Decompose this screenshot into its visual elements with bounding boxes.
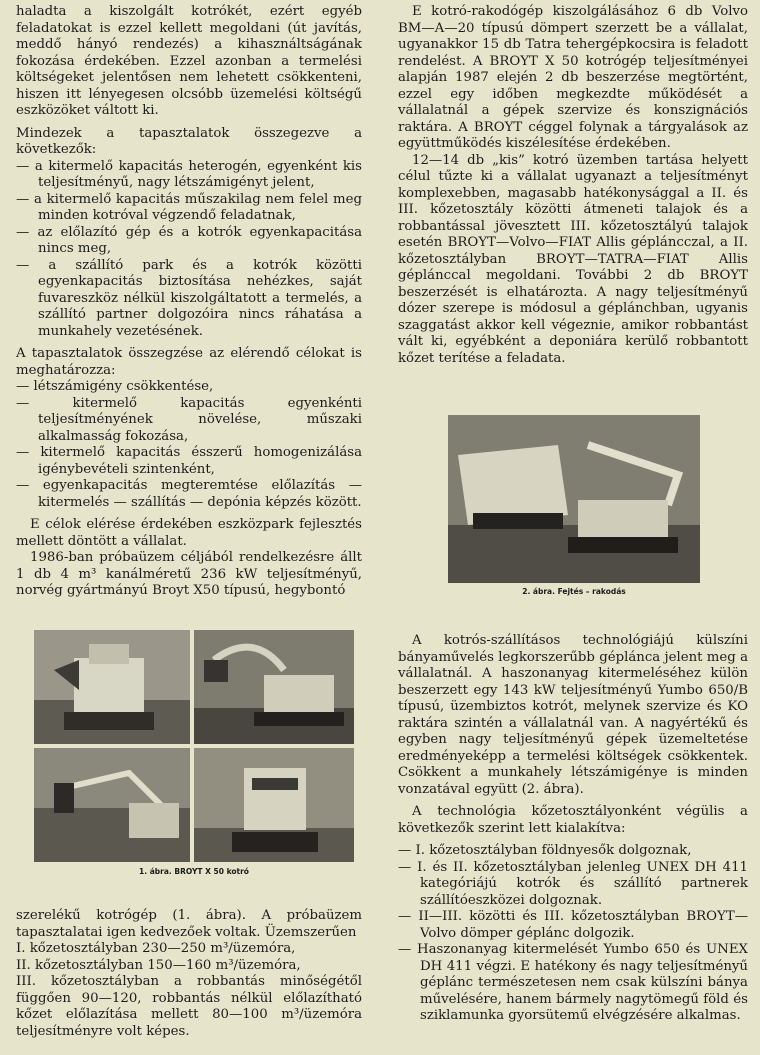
list-item: — a kitermelő kapacitás műszakilag nem felel meg minden kotróval végzendő feladatnak,	[16, 191, 362, 223]
list-item: — II—III. közötti és III. kőzetosztályban BROYT—Volvo dömper géplánc dolgozik.	[398, 909, 748, 941]
left-column	[16, 4, 362, 600]
photo-excavation-loading	[448, 415, 700, 583]
photo-broyt-side	[194, 630, 354, 744]
list-item: — kitermelő kapacitás egyenkénti teljesítményének növelése, műszaki alkalmasság fokozása,	[16, 395, 362, 444]
list-item: — létszámigény csökkentése,	[16, 379, 214, 394]
figure-2-caption: 2. ábra. Fejtés – rakodás	[522, 587, 626, 596]
paragraph: A technológia kőzetosztályonként végülis a következők szerint lett kialakítva:	[398, 804, 748, 836]
line: II. kőzetosztályban 150—160 m³/üzemóra,	[16, 957, 301, 973]
photo-broyt-boom	[34, 748, 190, 862]
paragraph: E célok elérése érdekében eszközpark fejlesztés mellett döntött a vállalat.	[16, 517, 362, 549]
list-item: — az előlazító gép és a kotrók egyenkapacitása nincs meg,	[16, 224, 362, 256]
paragraph: 12—14 db „kis” kotró üzemben tartása helyett célul tűzte ki a vállalat ugyanazt a teljesítményt komplexebben, magasabb hatékonysággal a II. és III. kőzetosztály közötti átmeneti talajok és a robbantással jövesztett III. kőzetosztályú talajok esetén BROYT—Volvo—FIAT Allis gépláncczal, a II. kőzetosztályban BROYT—TATRA—FIAT Allis géplánccal megoldani. További 2 db BROYT beszerzését is elhatározta. A nagy teljesítményű dózer szerepe is módosul a géplánchban, ugyanis szaggatást akkor kell végeznie, amikor robbantást vált ki, egyébként a deponiára kerülő robbantott kőzet terítése a feladata.	[398, 152, 748, 366]
paragraph: III. kőzetosztályban a robbantás minőségétől függően 90—120, robbantás nélkül előlazítható kőzet előlazítása mellett 80—100 m³/üzemóra teljesítményre volt képes.	[16, 974, 362, 1039]
bottom-right-column	[398, 633, 748, 1025]
list-item: — I. kőzetosztályban földnyesők dolgoznak,	[398, 843, 692, 858]
list-item: — kitermelő kapacitás ésszerű homogenizálása igénybevételi szintenként,	[16, 445, 362, 477]
paragraph: E kotró-rakodógép kiszolgálásához 6 db Volvo BM—A—20 típusú dömpert szerzett be a vállalat, ugyanakkor 15 db Tatra tehergépkocsira is feladott rendelést. A BROYT X 50 kotrógép teljesítményei alapján 1987 elején 2 db beszerzése megtörtént, ezzel egy időben megkezdte működését a vállalatnál a gépek szervize és konszignációs raktára. A BROYT céggel folynak a tárgyalások az együttműködés kiszélesítése érdekében.	[398, 4, 748, 151]
list-item: — a szállító park és a kotrók közötti egyenkapacitás biztosítása nehézkes, saját fuvareszköz nélkül kiszolgáltatott a termelés, a szállító partner dolgozóira nincs ráhatása a munkahely vezetésének.	[16, 257, 362, 339]
paragraph: 1986-ban próbaüzem céljából rendelkezésre állt 1 db 4 m³ kanálméretű 236 kW teljesítményű, norvég gyártmányú Broyt X50 típusú, hegybontó	[16, 550, 362, 598]
line: I. kőzetosztályban 230—250 m³/üzemóra,	[16, 941, 296, 956]
figure-1	[34, 630, 354, 878]
paragraph: szerelékű kotrógép (1. ábra). A próbaüzem tapasztalatai igen kedvezőek voltak. Üzemszerűen	[16, 908, 362, 940]
list-item: — a kitermelő kapacitás heterogén, egyenként kis teljesítményű, nagy létszámigényt jelent,	[16, 158, 362, 190]
list-item: — egyenkapacitás megteremtése előlazítás — kitermelés — szállítás — depónia képzés között.	[16, 478, 362, 510]
paragraph: A kotrós-szállításos technológiájú külszíni bányaművelés legkorszerűbb géplánca jelent meg a vállalatnál. A haszonanyag kitermeléséhez külön beszerzett egy 143 kW teljesítményű Yumbo 650/B típusú, üzembiztos kotrót, melynek szervize és KO raktára szintén a vállalatnál van. A nagyértékű és egyben nagy teljesítményű gépek üzemeltetése eredményeképp a termelési költségek csökkentek. Csökkent a munkahely létszámigénye is minden vonzatával együtt (2. ábra).	[398, 633, 748, 797]
bottom-left-column	[16, 908, 362, 1040]
photo-broyt-front	[34, 630, 190, 744]
paragraph: A tapasztalatok összegzése az elérendő célokat is meghatározza:	[16, 346, 362, 378]
list-item: — Haszonanyag kitermelését Yumbo 650 és UNEX DH 411 végzi. E hatékony és nagy teljesítményű géplánc természetesen nem csak külszíni bánya művelésére, hanem bármely nagytömegű föld és sziklamunka gyorsütemű elvégzésére alkalmas.	[398, 942, 748, 1023]
figure-1-caption: 1. ábra. BROYT X 50 kotró	[139, 867, 249, 876]
figure-2	[448, 415, 700, 600]
paragraph: haladta a kiszolgált kotrókét, ezért egyéb feladatokat is ezzel kellett megoldani (út javítás, meddő hányó rendezés) a kihasználtságának fokozása érdekében. Ezzel azonban a termelési költségeket jelentősen nem lehetett csökkenteni, hiszen itt lényegesen olcsóbb üzemelési költségű eszközöket váltott ki.	[16, 4, 362, 118]
paragraph: Mindezek a tapasztalatok összegezve a következők:	[16, 125, 362, 157]
right-column	[398, 4, 748, 367]
photo-broyt-rear	[194, 748, 354, 862]
list-item: — I. és II. kőzetosztályban jelenleg UNEX DH 411 kategóriájú kotrók és szállító partnerek szállítóeszközei dolgoznak.	[398, 859, 748, 908]
